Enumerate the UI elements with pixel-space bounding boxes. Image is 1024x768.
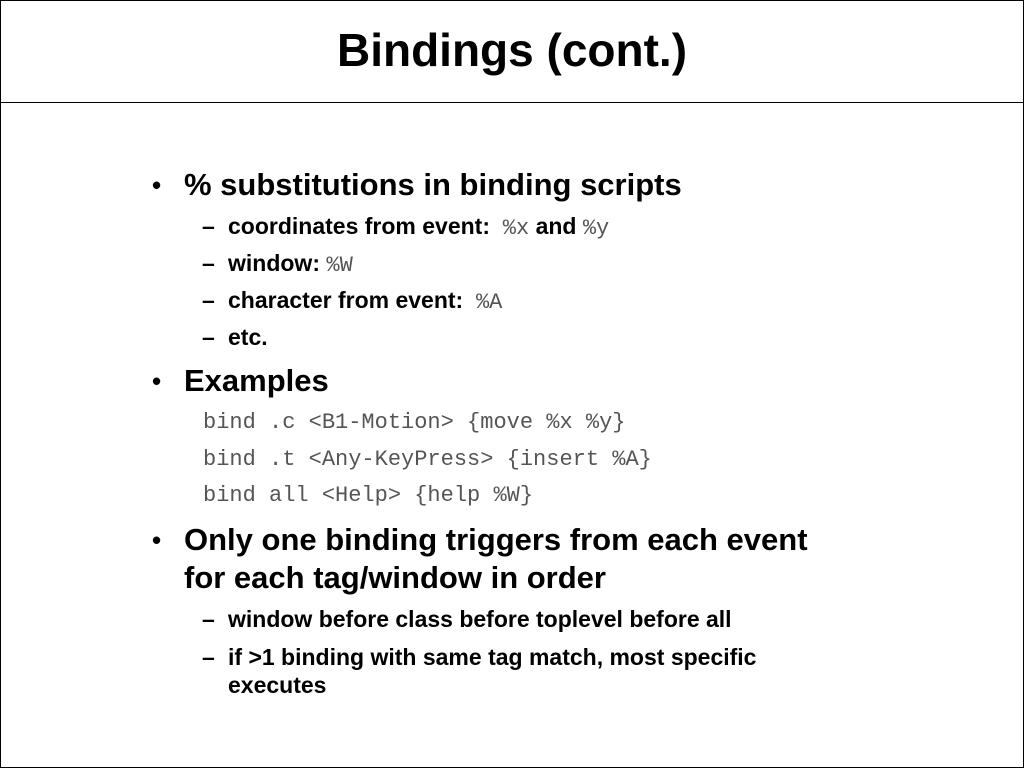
dash-glyph: – <box>202 606 215 632</box>
joiner-text: and <box>535 213 577 239</box>
dash-glyph: – <box>202 644 215 670</box>
subitem-label: coordinates from event: <box>228 213 490 239</box>
dash-glyph: – <box>202 250 215 276</box>
code-example-3: bind all <Help> {help %W} <box>203 483 534 508</box>
bullet-glyph: • <box>152 525 162 555</box>
bullet-glyph: • <box>152 366 162 396</box>
dash-glyph: – <box>202 287 215 313</box>
subitem-label: window before class before toplevel before all <box>228 606 732 632</box>
slide-title: Bindings (cont.) <box>336 23 688 76</box>
code-percent-y: %y <box>582 216 610 241</box>
dash-glyph: – <box>202 324 215 350</box>
bullet-text: % substitutions in binding scripts <box>184 167 682 202</box>
subitem-label-line-1: if >1 binding with same tag match, most specific <box>228 644 757 670</box>
code-percent-x: %x <box>502 216 530 241</box>
bullet-text: Examples <box>184 363 329 398</box>
code-percent-w: %W <box>326 253 353 278</box>
bullet-glyph: • <box>152 170 162 200</box>
bullet-text-line-1: Only one binding triggers from each event <box>184 522 808 557</box>
bullet-text-line-2: for each tag/window in order <box>184 560 606 595</box>
code-percent-a: %A <box>475 290 503 315</box>
code-example-1: bind .c <B1-Motion> {move %x %y} <box>203 410 626 435</box>
subitem-label: window: <box>228 250 320 276</box>
subitem-label-line-2: executes <box>228 672 327 698</box>
dash-glyph: – <box>202 213 215 239</box>
subitem-label: etc. <box>228 324 268 350</box>
code-example-2: bind .t <Any-KeyPress> {insert %A} <box>203 447 652 472</box>
subitem-label: character from event: <box>228 287 464 313</box>
